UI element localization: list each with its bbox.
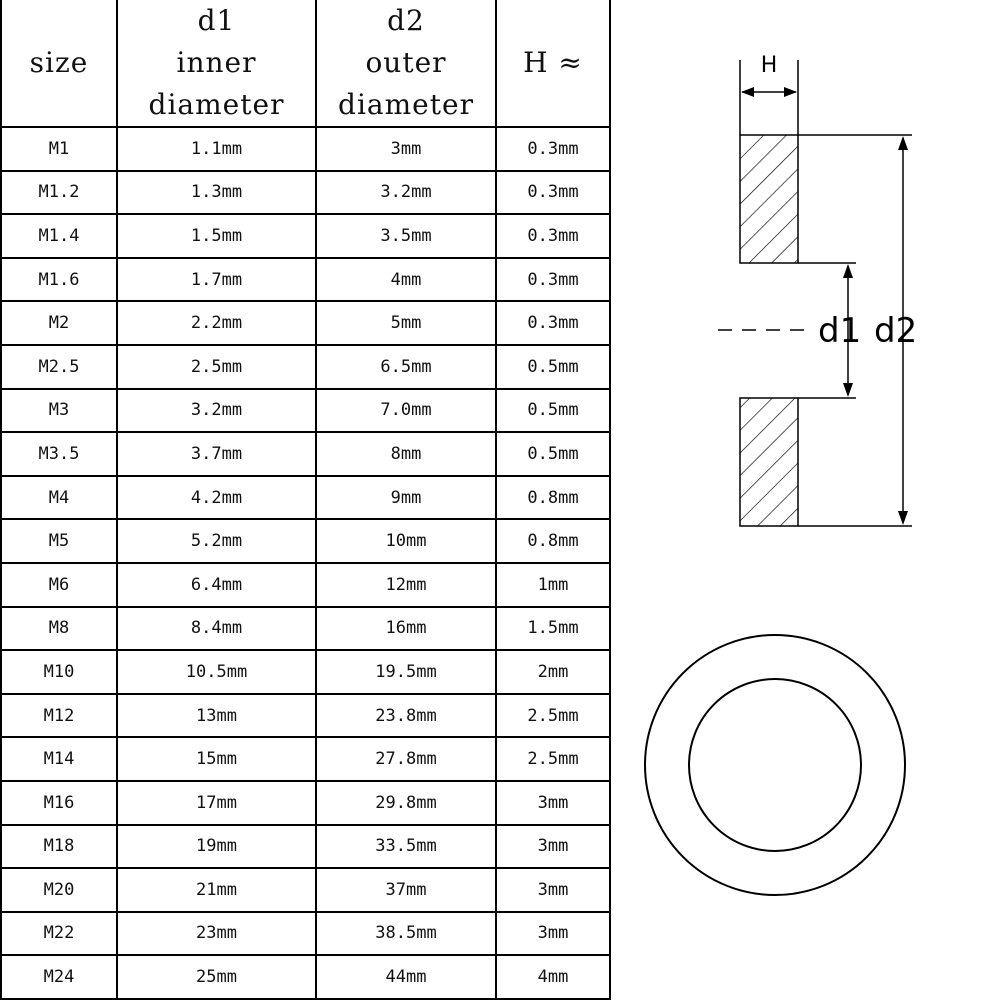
table-row (1, 301, 610, 345)
cell-d2-outer-diameter: 3.5mm (316, 214, 496, 258)
header-h: H ≈ (496, 0, 610, 127)
table-row (1, 389, 610, 433)
cell-d1-inner-diameter: 1.1mm (117, 127, 316, 171)
cell-d2-outer-diameter: 12mm (316, 563, 496, 607)
cell-d2-outer-diameter: 19.5mm (316, 650, 496, 694)
cell-d2-outer-diameter: 8mm (316, 432, 496, 476)
table-row (1, 563, 610, 607)
cell-h-thickness: 0.5mm (496, 345, 610, 389)
washer-inner-circle (689, 679, 861, 851)
cell-h-thickness: 0.3mm (496, 171, 610, 215)
table-row (1, 476, 610, 520)
cell-size: M3.5 (1, 432, 117, 476)
cell-h-thickness: 4mm (496, 955, 610, 999)
cell-d1-inner-diameter: 19mm (117, 825, 316, 869)
cell-size: M3 (1, 389, 117, 433)
cell-size: M1 (1, 127, 117, 171)
cell-size: M2 (1, 301, 117, 345)
cell-h-thickness: 3mm (496, 912, 610, 956)
table-row (1, 650, 610, 694)
cell-h-thickness: 0.8mm (496, 476, 610, 520)
table-row (1, 737, 610, 781)
table-row (1, 345, 610, 389)
d2-label: d2 (874, 311, 918, 351)
washer-cross-section-diagram (700, 40, 960, 540)
d1-arrow-bottom (843, 383, 853, 397)
header-d2-symbol: d2 (387, 4, 425, 37)
cell-size: M1.4 (1, 214, 117, 258)
cell-d2-outer-diameter: 27.8mm (316, 737, 496, 781)
cell-d1-inner-diameter: 10.5mm (117, 650, 316, 694)
cell-d1-inner-diameter: 23mm (117, 912, 316, 956)
cell-h-thickness: 0.5mm (496, 389, 610, 433)
washer-outer-circle (645, 635, 905, 895)
cell-size: M22 (1, 912, 117, 956)
cell-size: M16 (1, 781, 117, 825)
table-row (1, 432, 610, 476)
cell-h-thickness: 3mm (496, 825, 610, 869)
table-row (1, 214, 610, 258)
cell-d2-outer-diameter: 9mm (316, 476, 496, 520)
table-row (1, 258, 610, 302)
cell-h-thickness: 2mm (496, 650, 610, 694)
cell-size: M14 (1, 737, 117, 781)
d2-arrow-top (898, 136, 908, 150)
cell-size: M4 (1, 476, 117, 520)
cell-d2-outer-diameter: 44mm (316, 955, 496, 999)
header-d1-word-1: inner (176, 46, 257, 79)
cell-d1-inner-diameter: 2.5mm (117, 345, 316, 389)
cell-size: M2.5 (1, 345, 117, 389)
table-row (1, 781, 610, 825)
table-row (1, 868, 610, 912)
cell-h-thickness: 0.3mm (496, 258, 610, 302)
cell-d2-outer-diameter: 3.2mm (316, 171, 496, 215)
cell-h-thickness: 0.3mm (496, 301, 610, 345)
h-label: H (760, 53, 778, 78)
cell-d1-inner-diameter: 25mm (117, 955, 316, 999)
table-header-row (1, 0, 610, 127)
cell-size: M18 (1, 825, 117, 869)
cell-h-thickness: 1mm (496, 563, 610, 607)
cell-size: M12 (1, 694, 117, 738)
cell-d1-inner-diameter: 17mm (117, 781, 316, 825)
cell-size: M1.2 (1, 171, 117, 215)
cell-d1-inner-diameter: 1.3mm (117, 171, 316, 215)
table-body (1, 127, 610, 999)
cell-d1-inner-diameter: 15mm (117, 737, 316, 781)
cell-d2-outer-diameter: 4mm (316, 258, 496, 302)
d2-arrow-bottom (898, 511, 908, 525)
washer-top-view (640, 630, 910, 900)
table-row (1, 825, 610, 869)
cell-h-thickness: 2.5mm (496, 737, 610, 781)
cell-d2-outer-diameter: 38.5mm (316, 912, 496, 956)
cell-d1-inner-diameter: 1.5mm (117, 214, 316, 258)
cell-h-thickness: 3mm (496, 868, 610, 912)
cell-h-thickness: 1.5mm (496, 607, 610, 651)
cell-size: M5 (1, 519, 117, 563)
table-row (1, 912, 610, 956)
d1-label: d1 (818, 311, 862, 351)
cell-d1-inner-diameter: 4.2mm (117, 476, 316, 520)
cell-d2-outer-diameter: 37mm (316, 868, 496, 912)
header-d2-word-2: diameter (338, 88, 474, 121)
cell-size: M20 (1, 868, 117, 912)
cell-d1-inner-diameter: 5.2mm (117, 519, 316, 563)
header-d1 (117, 0, 316, 127)
cell-d2-outer-diameter: 3mm (316, 127, 496, 171)
h-arrow-right (784, 87, 797, 97)
cross-section-lower (740, 398, 798, 526)
cell-size: M6 (1, 563, 117, 607)
cell-d2-outer-diameter: 6.5mm (316, 345, 496, 389)
cell-d1-inner-diameter: 1.7mm (117, 258, 316, 302)
cell-d2-outer-diameter: 16mm (316, 607, 496, 651)
cell-d1-inner-diameter: 3.7mm (117, 432, 316, 476)
cell-h-thickness: 3mm (496, 781, 610, 825)
header-d1-symbol: d1 (197, 4, 236, 37)
cell-h-thickness: 0.5mm (496, 432, 610, 476)
cell-size: M10 (1, 650, 117, 694)
cell-d1-inner-diameter: 2.2mm (117, 301, 316, 345)
cell-d2-outer-diameter: 10mm (316, 519, 496, 563)
table-row (1, 955, 610, 999)
cell-h-thickness: 2.5mm (496, 694, 610, 738)
cell-d1-inner-diameter: 8.4mm (117, 607, 316, 651)
table-row (1, 171, 610, 215)
header-d2-word-1: outer (365, 46, 447, 79)
header-size: size (1, 0, 117, 127)
cell-size: M1.6 (1, 258, 117, 302)
cell-d2-outer-diameter: 23.8mm (316, 694, 496, 738)
table-row (1, 519, 610, 563)
cell-size: M24 (1, 955, 117, 999)
d1-arrow-top (843, 264, 853, 278)
cell-d2-outer-diameter: 33.5mm (316, 825, 496, 869)
cell-h-thickness: 0.3mm (496, 214, 610, 258)
cell-d2-outer-diameter: 7.0mm (316, 389, 496, 433)
cell-d1-inner-diameter: 13mm (117, 694, 316, 738)
cell-h-thickness: 0.3mm (496, 127, 610, 171)
cell-h-thickness: 0.8mm (496, 519, 610, 563)
header-d1-word-2: diameter (148, 88, 285, 121)
table-row (1, 694, 610, 738)
cross-section-upper (740, 135, 798, 263)
cell-d1-inner-diameter: 3.2mm (117, 389, 316, 433)
header-d2 (316, 0, 496, 127)
cell-d2-outer-diameter: 5mm (316, 301, 496, 345)
cell-size: M8 (1, 607, 117, 651)
h-arrow-left (741, 87, 754, 97)
cell-d2-outer-diameter: 29.8mm (316, 781, 496, 825)
table-row (1, 127, 610, 171)
cell-d1-inner-diameter: 21mm (117, 868, 316, 912)
cell-d1-inner-diameter: 6.4mm (117, 563, 316, 607)
table-row (1, 607, 610, 651)
